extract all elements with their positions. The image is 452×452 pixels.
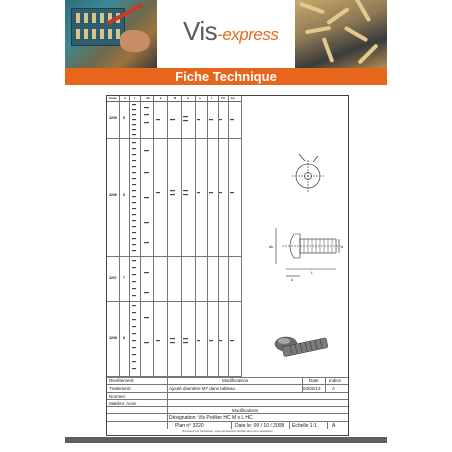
screws-photo	[295, 0, 387, 68]
dim-d-label: d	[341, 244, 344, 249]
revetement-label: Revêtement:	[109, 378, 135, 383]
plan-number: Plan n° 3220	[175, 423, 204, 429]
table-row-code: 3206	[109, 193, 117, 197]
modifications-label: Modifications	[232, 408, 259, 413]
dim-dk-label: dk	[269, 244, 274, 249]
modifications-header: Modifications	[222, 378, 249, 383]
technical-sheet	[106, 95, 349, 436]
table-row-d: 7	[123, 276, 125, 280]
matiere-label: Matière: Acier	[109, 401, 137, 406]
brand-logo: Vis-express	[183, 16, 279, 46]
date-header: Date	[309, 378, 319, 383]
table-row-code: 3208	[109, 336, 117, 340]
plan-index: A	[332, 423, 336, 429]
banner-title: Fiche Technique	[65, 68, 387, 85]
header	[65, 0, 387, 68]
title-block	[107, 377, 348, 435]
table-row-d: 6	[123, 193, 125, 197]
footer-bar	[65, 437, 387, 443]
modification-index: A	[332, 386, 336, 391]
plan-date: Date le: 09 / 10 / 2008	[235, 423, 285, 429]
traitement-label: Traitement:	[109, 386, 132, 391]
dim-length-label: L	[311, 270, 314, 275]
table-row-d: 8	[123, 336, 125, 340]
legal-note: Document non contractuel - toute reproduction interdite sans notre autorisation	[182, 430, 273, 433]
index-header: Indice	[329, 378, 342, 383]
table-row-d: 5	[123, 116, 125, 120]
table-header: Code d l dk k R b s t TX bu	[107, 96, 242, 102]
screw-drawing	[242, 101, 348, 376]
normes-label: Normes:	[109, 394, 127, 399]
modification-text: Ajouté diamètre M7 dans tableau	[169, 386, 236, 391]
table-row-code: 3207	[109, 276, 117, 280]
designation: Désignation: Vis Poêlier HC M x L HC	[169, 415, 253, 421]
tools-photo	[65, 0, 157, 68]
modification-date: 04/02/13	[303, 386, 321, 391]
plan-scale: Echelle 1:1	[292, 423, 317, 429]
table-values-grid	[129, 102, 242, 376]
dim-k-label: k	[291, 277, 293, 282]
table-row-code: 3205	[109, 116, 117, 120]
